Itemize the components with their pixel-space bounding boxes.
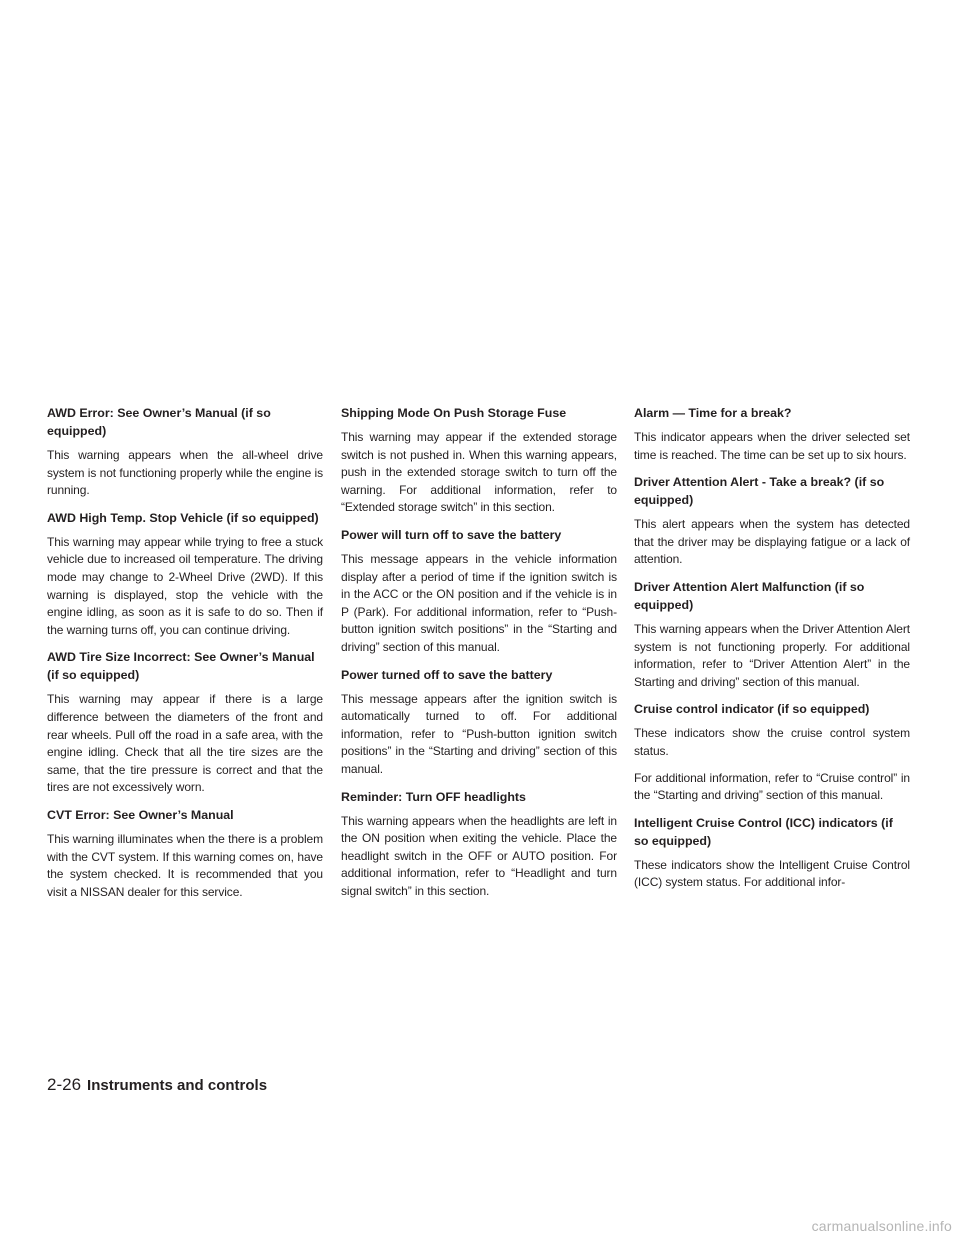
column-1 (47, 404, 323, 910)
section-heading: CVT Error: See Owner’s Manual (47, 807, 234, 822)
section (47, 648, 323, 797)
column-2 (341, 404, 617, 909)
chapter-title: Instruments and controls (87, 1077, 268, 1094)
section-heading: Power turned off to save the battery (341, 667, 553, 682)
section-paragraph: This warning illuminates when the there is a problem with the CVT system. If this warning comes on, have the system checked. It is recommended that you visit a NISSAN dealer for this service. (47, 831, 323, 899)
page-footer (47, 1075, 267, 1095)
section-paragraph: This indicator appears when the driver selected set time is reached. The time can be set up to six hours. (634, 430, 910, 462)
section-heading: Power will turn off to save the battery (341, 527, 562, 542)
section-heading: Alarm — Time for a break? (634, 406, 792, 420)
page-number: 2-26 (47, 1075, 82, 1094)
section (634, 473, 910, 569)
section-heading: AWD Tire Size Incorrect: See Owner’s Manual (if so equipped) (47, 650, 315, 683)
section-paragraph: This warning may appear if there is a large difference between the diameters of the front and rear wheels. Pull off the road in a safe area, with the engine idling. Check that all the tire sizes are the same, that the tire pressure is correct and that the tires are not excessively worn. (47, 692, 323, 795)
section-heading: Shipping Mode On Push Storage Fuse (341, 406, 567, 420)
section (47, 509, 323, 640)
section-paragraph: This message appears after the ignition switch is automatically turned to off. For additional information, refer to “Push-button ignition switch positions” in the “Starting and driving” section of this manual. (341, 691, 617, 776)
section (634, 578, 910, 691)
section (341, 666, 617, 779)
section-paragraph: This alert appears when the system has detected that the driver may be displaying fatigue or a lack of attention. (634, 517, 910, 567)
section-paragraph: This warning may appear while trying to free a stuck vehicle due to increased oil temperature. The driving mode may change to 2-Wheel Drive (2WD). If this warning is displayed, stop the vehicle with the engine idling, as soon as it is safe to do so. Then if the warning turns off, you can continue driving. (47, 534, 323, 637)
section-paragraph: These indicators show the cruise control system status. (634, 726, 910, 758)
column-3 (634, 404, 910, 901)
section-heading: Cruise control indicator (if so equipped) (634, 702, 870, 717)
watermark-link[interactable]: carmanualsonline.info (811, 1218, 952, 1234)
section-heading: Driver Attention Alert - Take a break? (if so equipped) (634, 475, 885, 508)
section (341, 526, 617, 657)
section (47, 806, 323, 901)
section (341, 404, 617, 517)
section-paragraph: This warning appears when the Driver Attention Alert system is not functioning properly. For additional information, refer to “Driver Attention Alert” in the Starting and driving” section of this manual. (634, 621, 910, 689)
section (634, 814, 910, 892)
section (634, 700, 910, 804)
section (634, 404, 910, 464)
section-heading: AWD Error: See Owner’s Manual (if so equipped) (47, 406, 271, 438)
section-paragraph: This warning appears when the all-wheel drive system is not functioning properly while the engine is running. (47, 448, 323, 498)
section (341, 788, 617, 901)
section-paragraph: For additional information, refer to “Cruise control” in the “Starting and driving” section of this manual. (634, 770, 910, 803)
section-heading: AWD High Temp. Stop Vehicle (if so equipped) (47, 510, 319, 525)
section-paragraph: This warning may appear if the extended storage switch is not pushed in. When this warning appears, push in the extended storage switch to turn off the warning. For additional information, refer to “Extended storage switch” in this section. (341, 430, 617, 515)
section-paragraph: This message appears in the vehicle information display after a period of time if the ignition switch is in the ACC or the ON position and if the vehicle is in P (Park). For additional information, refer to “Push-button ignition switch positions” in the “Starting and driving” section of this manual. (341, 551, 617, 654)
section (47, 404, 323, 500)
section-paragraph: This warning appears when the headlights are left in the ON position when exiting the vehicle. Place the headlight switch in the OFF or AUTO position. For additional information, refer to “Headlight and turn signal switch” in this section. (341, 813, 617, 898)
section-heading: Intelligent Cruise Control (ICC) indicators (if so equipped) (634, 815, 893, 848)
section-heading: Reminder: Turn OFF headlights (341, 789, 526, 804)
section-heading: Driver Attention Alert Malfunction (if so equipped) (634, 579, 865, 612)
section-paragraph: These indicators show the Intelligent Cruise Control (ICC) system status. For additional infor- (634, 857, 910, 890)
